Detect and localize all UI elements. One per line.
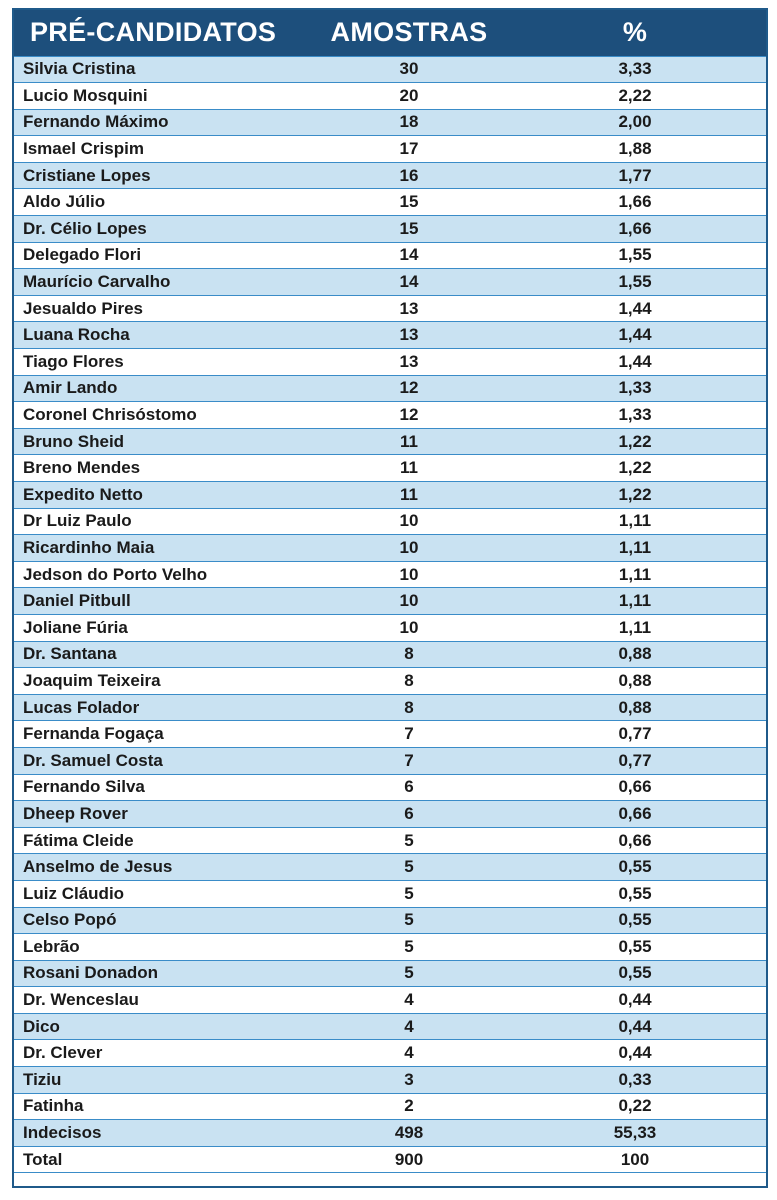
table-row: [14, 322, 766, 349]
candidate-name-cell: Joliane Fúria: [14, 614, 314, 641]
samples-cell: 11: [314, 482, 504, 509]
candidate-name-cell: Fernando Máximo: [14, 109, 314, 136]
candidate-name-cell: Cristiane Lopes: [14, 162, 314, 189]
table-row: [14, 641, 766, 668]
samples-cell: 13: [314, 322, 504, 349]
table-row: [14, 189, 766, 216]
samples-cell: 498: [314, 1120, 504, 1147]
candidate-name-cell: Dr. Célio Lopes: [14, 216, 314, 243]
candidate-name-cell: Dheep Rover: [14, 801, 314, 828]
candidate-name-cell: Lebrão: [14, 934, 314, 961]
candidate-name-cell: Daniel Pitbull: [14, 588, 314, 615]
table-row: [14, 694, 766, 721]
samples-cell: 10: [314, 508, 504, 535]
percent-cell: 1,22: [504, 482, 766, 509]
samples-cell: 4: [314, 1013, 504, 1040]
table-row: [14, 216, 766, 243]
candidate-name-cell: Celso Popó: [14, 907, 314, 934]
table-row: [14, 1146, 766, 1173]
samples-cell: 10: [314, 588, 504, 615]
table-row: [14, 1120, 766, 1147]
table-row: [14, 987, 766, 1014]
percent-cell: 0,66: [504, 801, 766, 828]
percent-cell: 0,88: [504, 668, 766, 695]
table-row: [14, 801, 766, 828]
table-body: [14, 56, 766, 1173]
table-row: [14, 1013, 766, 1040]
candidate-name-cell: Dr. Santana: [14, 641, 314, 668]
samples-cell: 20: [314, 83, 504, 110]
percent-cell: 1,44: [504, 322, 766, 349]
percent-cell: 0,88: [504, 641, 766, 668]
percent-cell: 1,66: [504, 189, 766, 216]
samples-cell: 14: [314, 242, 504, 269]
table-row: [14, 747, 766, 774]
table-row: [14, 907, 766, 934]
percent-cell: 1,11: [504, 535, 766, 562]
samples-cell: 4: [314, 1040, 504, 1067]
samples-cell: 10: [314, 535, 504, 562]
percent-cell: 0,44: [504, 1013, 766, 1040]
percent-cell: 1,55: [504, 242, 766, 269]
table-row: [14, 508, 766, 535]
poll-table-frame: [12, 8, 768, 1188]
candidate-name-cell: Delegado Flori: [14, 242, 314, 269]
table-header-row: [14, 10, 766, 56]
samples-cell: 16: [314, 162, 504, 189]
table-row: [14, 1067, 766, 1094]
percent-cell: 100: [504, 1146, 766, 1173]
percent-cell: 0,77: [504, 721, 766, 748]
percent-cell: 0,44: [504, 987, 766, 1014]
percent-cell: 1,44: [504, 295, 766, 322]
table-row: [14, 561, 766, 588]
candidate-name-cell: Aldo Júlio: [14, 189, 314, 216]
candidate-name-cell: Luana Rocha: [14, 322, 314, 349]
table-row: [14, 880, 766, 907]
candidate-name-cell: Lucas Folador: [14, 694, 314, 721]
samples-cell: 7: [314, 721, 504, 748]
candidate-name-cell: Fernando Silva: [14, 774, 314, 801]
percent-cell: 55,33: [504, 1120, 766, 1147]
percent-cell: 0,77: [504, 747, 766, 774]
candidate-name-cell: Bruno Sheid: [14, 428, 314, 455]
candidate-name-cell: Dico: [14, 1013, 314, 1040]
samples-cell: 14: [314, 269, 504, 296]
percent-cell: 1,33: [504, 402, 766, 429]
percent-cell: 2,22: [504, 83, 766, 110]
table-row: [14, 1040, 766, 1067]
samples-cell: 5: [314, 827, 504, 854]
candidate-name-cell: Amir Lando: [14, 375, 314, 402]
candidate-name-cell: Fátima Cleide: [14, 827, 314, 854]
percent-cell: 1,22: [504, 428, 766, 455]
percent-cell: 0,66: [504, 774, 766, 801]
candidate-name-cell: Ismael Crispim: [14, 136, 314, 163]
percent-cell: 0,33: [504, 1067, 766, 1094]
table-row: [14, 535, 766, 562]
samples-cell: 18: [314, 109, 504, 136]
samples-cell: 3: [314, 1067, 504, 1094]
table-row: [14, 109, 766, 136]
samples-cell: 4: [314, 987, 504, 1014]
candidate-name-cell: Tiago Flores: [14, 349, 314, 376]
table-row: [14, 1093, 766, 1120]
samples-cell: 8: [314, 668, 504, 695]
candidate-name-cell: Anselmo de Jesus: [14, 854, 314, 881]
candidate-name-cell: Dr. Clever: [14, 1040, 314, 1067]
table-row: [14, 295, 766, 322]
candidate-name-cell: Dr Luiz Paulo: [14, 508, 314, 535]
samples-cell: 15: [314, 216, 504, 243]
candidate-name-cell: Dr. Samuel Costa: [14, 747, 314, 774]
percent-cell: 1,11: [504, 588, 766, 615]
percent-cell: 1,44: [504, 349, 766, 376]
table-row: [14, 428, 766, 455]
percent-cell: 0,66: [504, 827, 766, 854]
candidate-name-cell: Expedito Netto: [14, 482, 314, 509]
table-row: [14, 269, 766, 296]
percent-cell: 1,11: [504, 508, 766, 535]
candidate-name-cell: Rosani Donadon: [14, 960, 314, 987]
percent-cell: 1,11: [504, 614, 766, 641]
table-row: [14, 827, 766, 854]
candidate-name-cell: Tiziu: [14, 1067, 314, 1094]
samples-cell: 900: [314, 1146, 504, 1173]
samples-cell: 6: [314, 774, 504, 801]
table-row: [14, 721, 766, 748]
candidate-name-cell: Maurício Carvalho: [14, 269, 314, 296]
samples-cell: 7: [314, 747, 504, 774]
samples-cell: 13: [314, 349, 504, 376]
percent-cell: 0,88: [504, 694, 766, 721]
candidate-name-cell: Luiz Cláudio: [14, 880, 314, 907]
percent-cell: 1,33: [504, 375, 766, 402]
candidate-name-cell: Total: [14, 1146, 314, 1173]
table-row: [14, 960, 766, 987]
percent-cell: 0,55: [504, 907, 766, 934]
table-row: [14, 482, 766, 509]
samples-cell: 13: [314, 295, 504, 322]
table-row: [14, 349, 766, 376]
samples-cell: 17: [314, 136, 504, 163]
table-row: [14, 668, 766, 695]
samples-cell: 15: [314, 189, 504, 216]
samples-cell: 5: [314, 960, 504, 987]
percent-cell: 2,00: [504, 109, 766, 136]
candidate-name-cell: Dr. Wenceslau: [14, 987, 314, 1014]
table-row: [14, 375, 766, 402]
table-row: [14, 402, 766, 429]
percent-cell: 1,11: [504, 561, 766, 588]
samples-cell: 6: [314, 801, 504, 828]
candidate-name-cell: Fernanda Fogaça: [14, 721, 314, 748]
candidate-name-cell: Fatinha: [14, 1093, 314, 1120]
percent-cell: 3,33: [504, 56, 766, 83]
samples-cell: 10: [314, 561, 504, 588]
samples-cell: 10: [314, 614, 504, 641]
percent-cell: 0,55: [504, 854, 766, 881]
percent-cell: 0,55: [504, 880, 766, 907]
table-row: [14, 455, 766, 482]
table-row: [14, 56, 766, 83]
samples-cell: 2: [314, 1093, 504, 1120]
candidate-name-cell: Silvia Cristina: [14, 56, 314, 83]
table-row: [14, 136, 766, 163]
table-row: [14, 242, 766, 269]
samples-cell: 8: [314, 641, 504, 668]
percent-cell: 0,44: [504, 1040, 766, 1067]
candidate-name-cell: Indecisos: [14, 1120, 314, 1147]
samples-cell: 12: [314, 402, 504, 429]
percent-cell: 1,55: [504, 269, 766, 296]
candidate-name-cell: Coronel Chrisóstomo: [14, 402, 314, 429]
samples-cell: 5: [314, 907, 504, 934]
poll-table: [14, 10, 766, 1173]
samples-cell: 12: [314, 375, 504, 402]
percent-cell: 0,55: [504, 960, 766, 987]
header-samples: AMOSTRAS: [314, 10, 504, 56]
samples-cell: 30: [314, 56, 504, 83]
percent-cell: 1,88: [504, 136, 766, 163]
header-candidates: PRÉ-CANDIDATOS: [14, 10, 314, 56]
candidate-name-cell: Lucio Mosquini: [14, 83, 314, 110]
samples-cell: 5: [314, 854, 504, 881]
samples-cell: 11: [314, 455, 504, 482]
samples-cell: 5: [314, 880, 504, 907]
table-row: [14, 854, 766, 881]
table-row: [14, 162, 766, 189]
table-row: [14, 614, 766, 641]
candidate-name-cell: Breno Mendes: [14, 455, 314, 482]
percent-cell: 1,66: [504, 216, 766, 243]
table-row: [14, 588, 766, 615]
header-percent: %: [504, 10, 766, 56]
table-row: [14, 774, 766, 801]
percent-cell: 1,77: [504, 162, 766, 189]
percent-cell: 0,22: [504, 1093, 766, 1120]
percent-cell: 1,22: [504, 455, 766, 482]
samples-cell: 5: [314, 934, 504, 961]
percent-cell: 0,55: [504, 934, 766, 961]
candidate-name-cell: Jesualdo Pires: [14, 295, 314, 322]
samples-cell: 11: [314, 428, 504, 455]
candidate-name-cell: Jedson do Porto Velho: [14, 561, 314, 588]
candidate-name-cell: Ricardinho Maia: [14, 535, 314, 562]
samples-cell: 8: [314, 694, 504, 721]
table-row: [14, 83, 766, 110]
candidate-name-cell: Joaquim Teixeira: [14, 668, 314, 695]
table-row: [14, 934, 766, 961]
